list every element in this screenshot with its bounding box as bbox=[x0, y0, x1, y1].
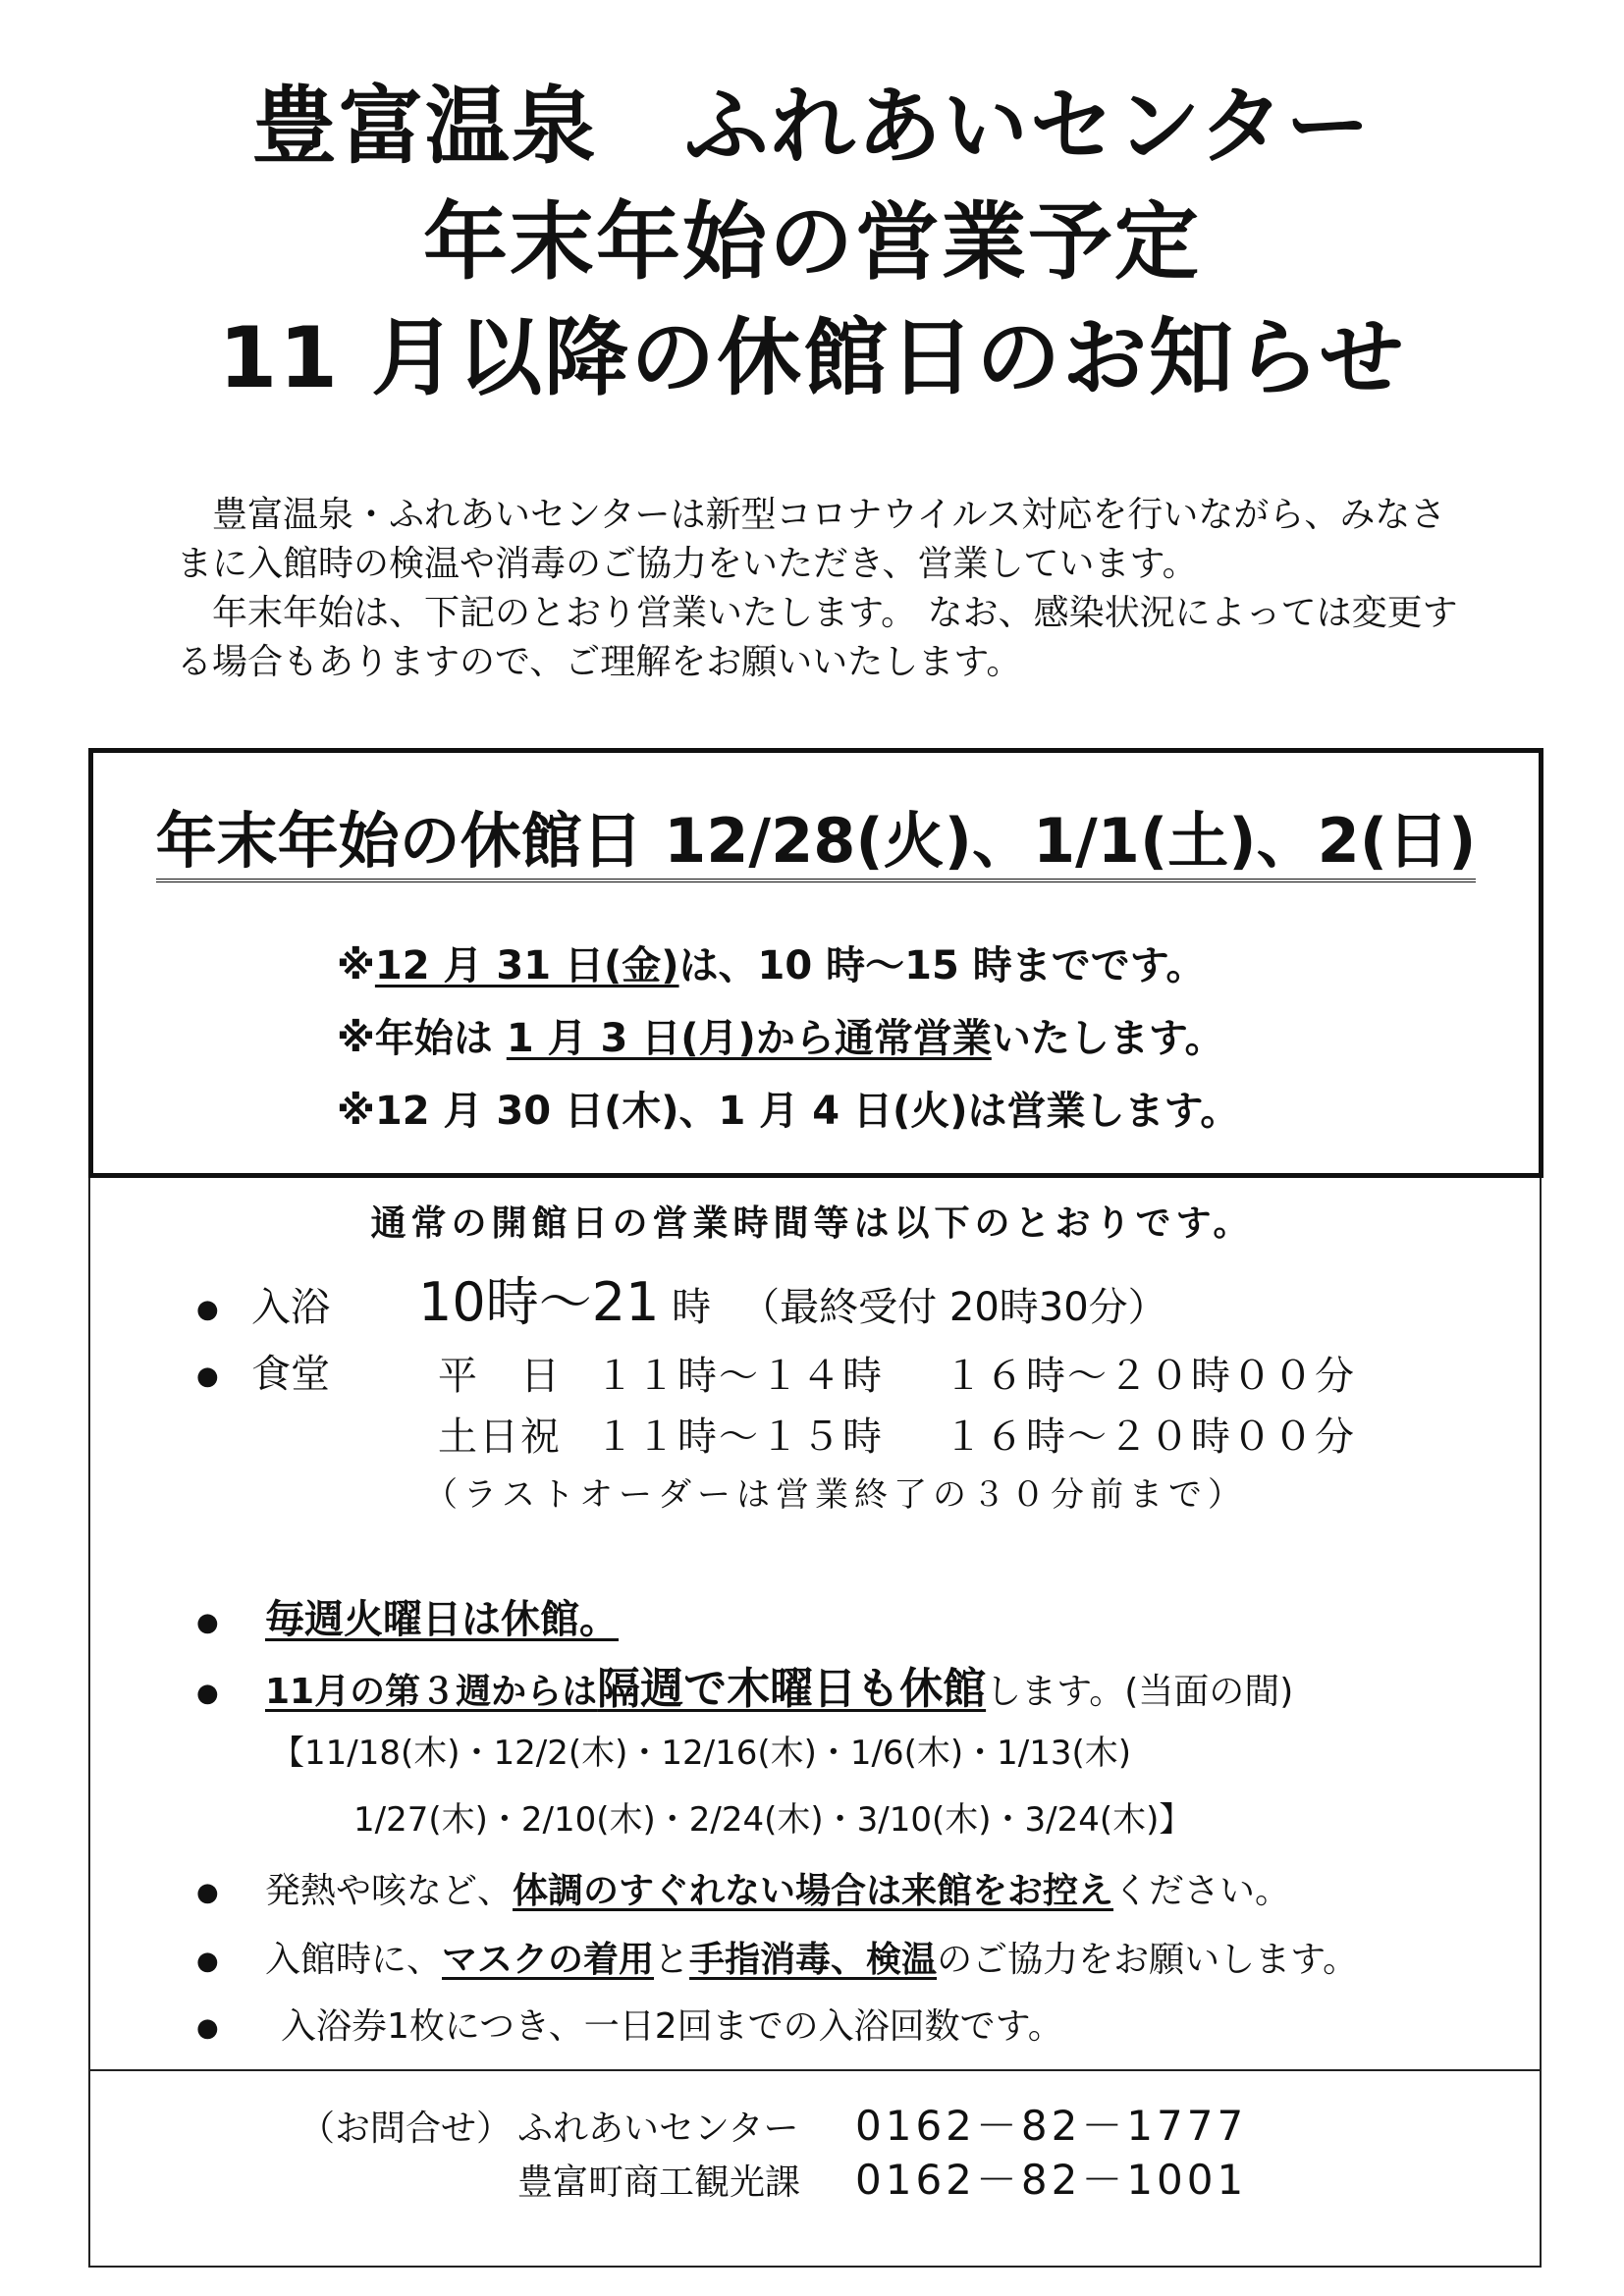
rule-3-a: 発熱や咳など、 bbox=[265, 1871, 514, 1911]
rule-2-c: します。(当面の間) bbox=[986, 1672, 1294, 1712]
closure-note-1 bbox=[337, 930, 1239, 1002]
contact-row-1 bbox=[299, 2101, 1247, 2155]
contact-org-2: 豊富町商工観光課 bbox=[517, 2163, 801, 2203]
rule-2-b: 隔週で木曜日も休館 bbox=[597, 1664, 987, 1714]
contact-divider bbox=[88, 2069, 1542, 2071]
closure-note-1-suffix: は、10 時～15 時までです。 bbox=[678, 943, 1206, 988]
contact-org-1: ふれあいセンター bbox=[517, 2109, 799, 2149]
bath-label: 入浴 bbox=[251, 1285, 330, 1330]
closure-note-1-underlined: 12 月 31 日(金) bbox=[374, 943, 679, 988]
holiday-hours-b: １６時～２０時００分 bbox=[944, 1415, 1356, 1460]
intro-paragraph-2-text: 年末年始は、下記のとおり営業いたします。 なお、感染状況によっては変更する場合もありますので、ご理解をお願いいたします。 bbox=[177, 593, 1458, 682]
contact-phone-2: 0162－82－1001 bbox=[855, 2156, 1248, 2204]
contact-info bbox=[299, 2101, 1247, 2209]
bullet-icon: ● bbox=[196, 1947, 219, 1976]
bath-time: 10時～21 bbox=[418, 1271, 660, 1333]
closure-note-2-suffix: いたします。 bbox=[991, 1016, 1224, 1061]
dining-label-row bbox=[196, 1343, 330, 1399]
rule-4-c: と bbox=[654, 1940, 690, 1980]
dining-weekday-row bbox=[438, 1345, 1356, 1401]
closure-box bbox=[88, 748, 1543, 1178]
closure-note-2 bbox=[337, 1002, 1239, 1075]
bullet-icon: ● bbox=[196, 2013, 219, 2043]
rule-5-text: 入浴券1枚につき、一日2回までの入浴回数です。 bbox=[281, 2006, 1063, 2047]
contact-phone-1: 0162－82－1777 bbox=[855, 2102, 1248, 2150]
closure-heading bbox=[93, 802, 1539, 881]
rule-4-a: 入館時に、 bbox=[265, 1940, 443, 1980]
rule-4-b: マスクの着用 bbox=[442, 1940, 655, 1980]
weekday-label: 平 日 bbox=[438, 1354, 562, 1399]
bullet-icon: ● bbox=[196, 1679, 219, 1708]
closure-dates-line-1: 【11/18(木)・12/2(木)・12/16(木)・1/6(木)・1/13(木) bbox=[271, 1734, 1132, 1773]
dining-label: 食堂 bbox=[251, 1352, 330, 1397]
rule-biweekly-thursday bbox=[196, 1653, 1293, 1716]
weekday-hours-a: １１時～１４時 bbox=[595, 1354, 884, 1399]
note-mark: ※ bbox=[337, 943, 375, 988]
bath-note: （最終受付 20時30分） bbox=[740, 1285, 1167, 1330]
rule-2-a: 11月の第３週からは bbox=[265, 1672, 598, 1712]
rule-3-c: ください。 bbox=[1113, 1871, 1291, 1911]
closure-note-2-underlined: 1 月 3 日(月)から通常営業 bbox=[506, 1016, 992, 1061]
hours-heading: 通常の開館日の営業時間等は以下のとおりです。 bbox=[370, 1203, 1254, 1244]
rule-tuesday-closed bbox=[196, 1588, 619, 1644]
intro-text bbox=[177, 491, 1473, 687]
closure-note-3: ※12 月 30 日(木)、1 月 4 日(火)は営業します。 bbox=[337, 1089, 1240, 1134]
rule-1-text: 毎週火曜日は休館。 bbox=[265, 1597, 619, 1642]
dining-holiday-row bbox=[438, 1406, 1356, 1462]
closure-note-2-prefix: ※年始は bbox=[337, 1016, 507, 1061]
closure-dates-line-2: 1/27(木)・2/10(木)・2/24(木)・3/10(木)・3/24(木)】 bbox=[353, 1800, 1193, 1840]
intro-paragraph-1 bbox=[177, 491, 1473, 589]
holiday-hours-a: １１時～１５時 bbox=[595, 1415, 884, 1460]
bath-time-suffix: 時 bbox=[659, 1285, 712, 1330]
rule-4-e: のご協力をお願いします。 bbox=[937, 1940, 1359, 1980]
bullet-icon: ● bbox=[196, 1608, 219, 1637]
rule-health-check bbox=[196, 1863, 1290, 1913]
notice-title bbox=[0, 69, 1624, 416]
contact-row-2 bbox=[299, 2155, 1247, 2209]
rule-bath-ticket bbox=[196, 1999, 1063, 2049]
bullet-icon: ● bbox=[196, 1362, 219, 1391]
title-line-1: 豊富温泉 ふれあいセンター bbox=[251, 78, 1373, 176]
rule-mask-sanitize bbox=[196, 1932, 1358, 1982]
rule-4-d: 手指消毒、検温 bbox=[689, 1940, 938, 1980]
bullet-icon: ● bbox=[196, 1295, 219, 1324]
bullet-icon: ● bbox=[196, 1878, 219, 1907]
title-line-2: 年末年始の営業予定 bbox=[423, 193, 1201, 292]
intro-paragraph-2 bbox=[177, 589, 1473, 687]
last-order-note: （ラストオーダーは営業終了の３０分前まで） bbox=[424, 1475, 1247, 1515]
holiday-label: 土日祝 bbox=[438, 1415, 562, 1460]
closure-notes bbox=[337, 930, 1239, 1148]
bath-hours-row bbox=[196, 1260, 1167, 1336]
closure-heading-text: 年末年始の休館日 12/28(火)、1/1(土)、2(日) bbox=[156, 805, 1477, 882]
title-line-3: 11 月以降の休館日のお知らせ bbox=[218, 309, 1406, 407]
contact-label: （お問合せ） bbox=[299, 2109, 513, 2149]
weekday-hours-b: １６時～２０時００分 bbox=[944, 1354, 1356, 1399]
intro-paragraph-1-text: 豊富温泉・ふれあいセンターは新型コロナウイルス対応を行いながら、みなさまに入館時の検温や消毒のご協力をいただき、営業しています。 bbox=[177, 495, 1446, 584]
rule-3-b: 体調のすぐれない場合は来館をお控え bbox=[513, 1871, 1114, 1911]
